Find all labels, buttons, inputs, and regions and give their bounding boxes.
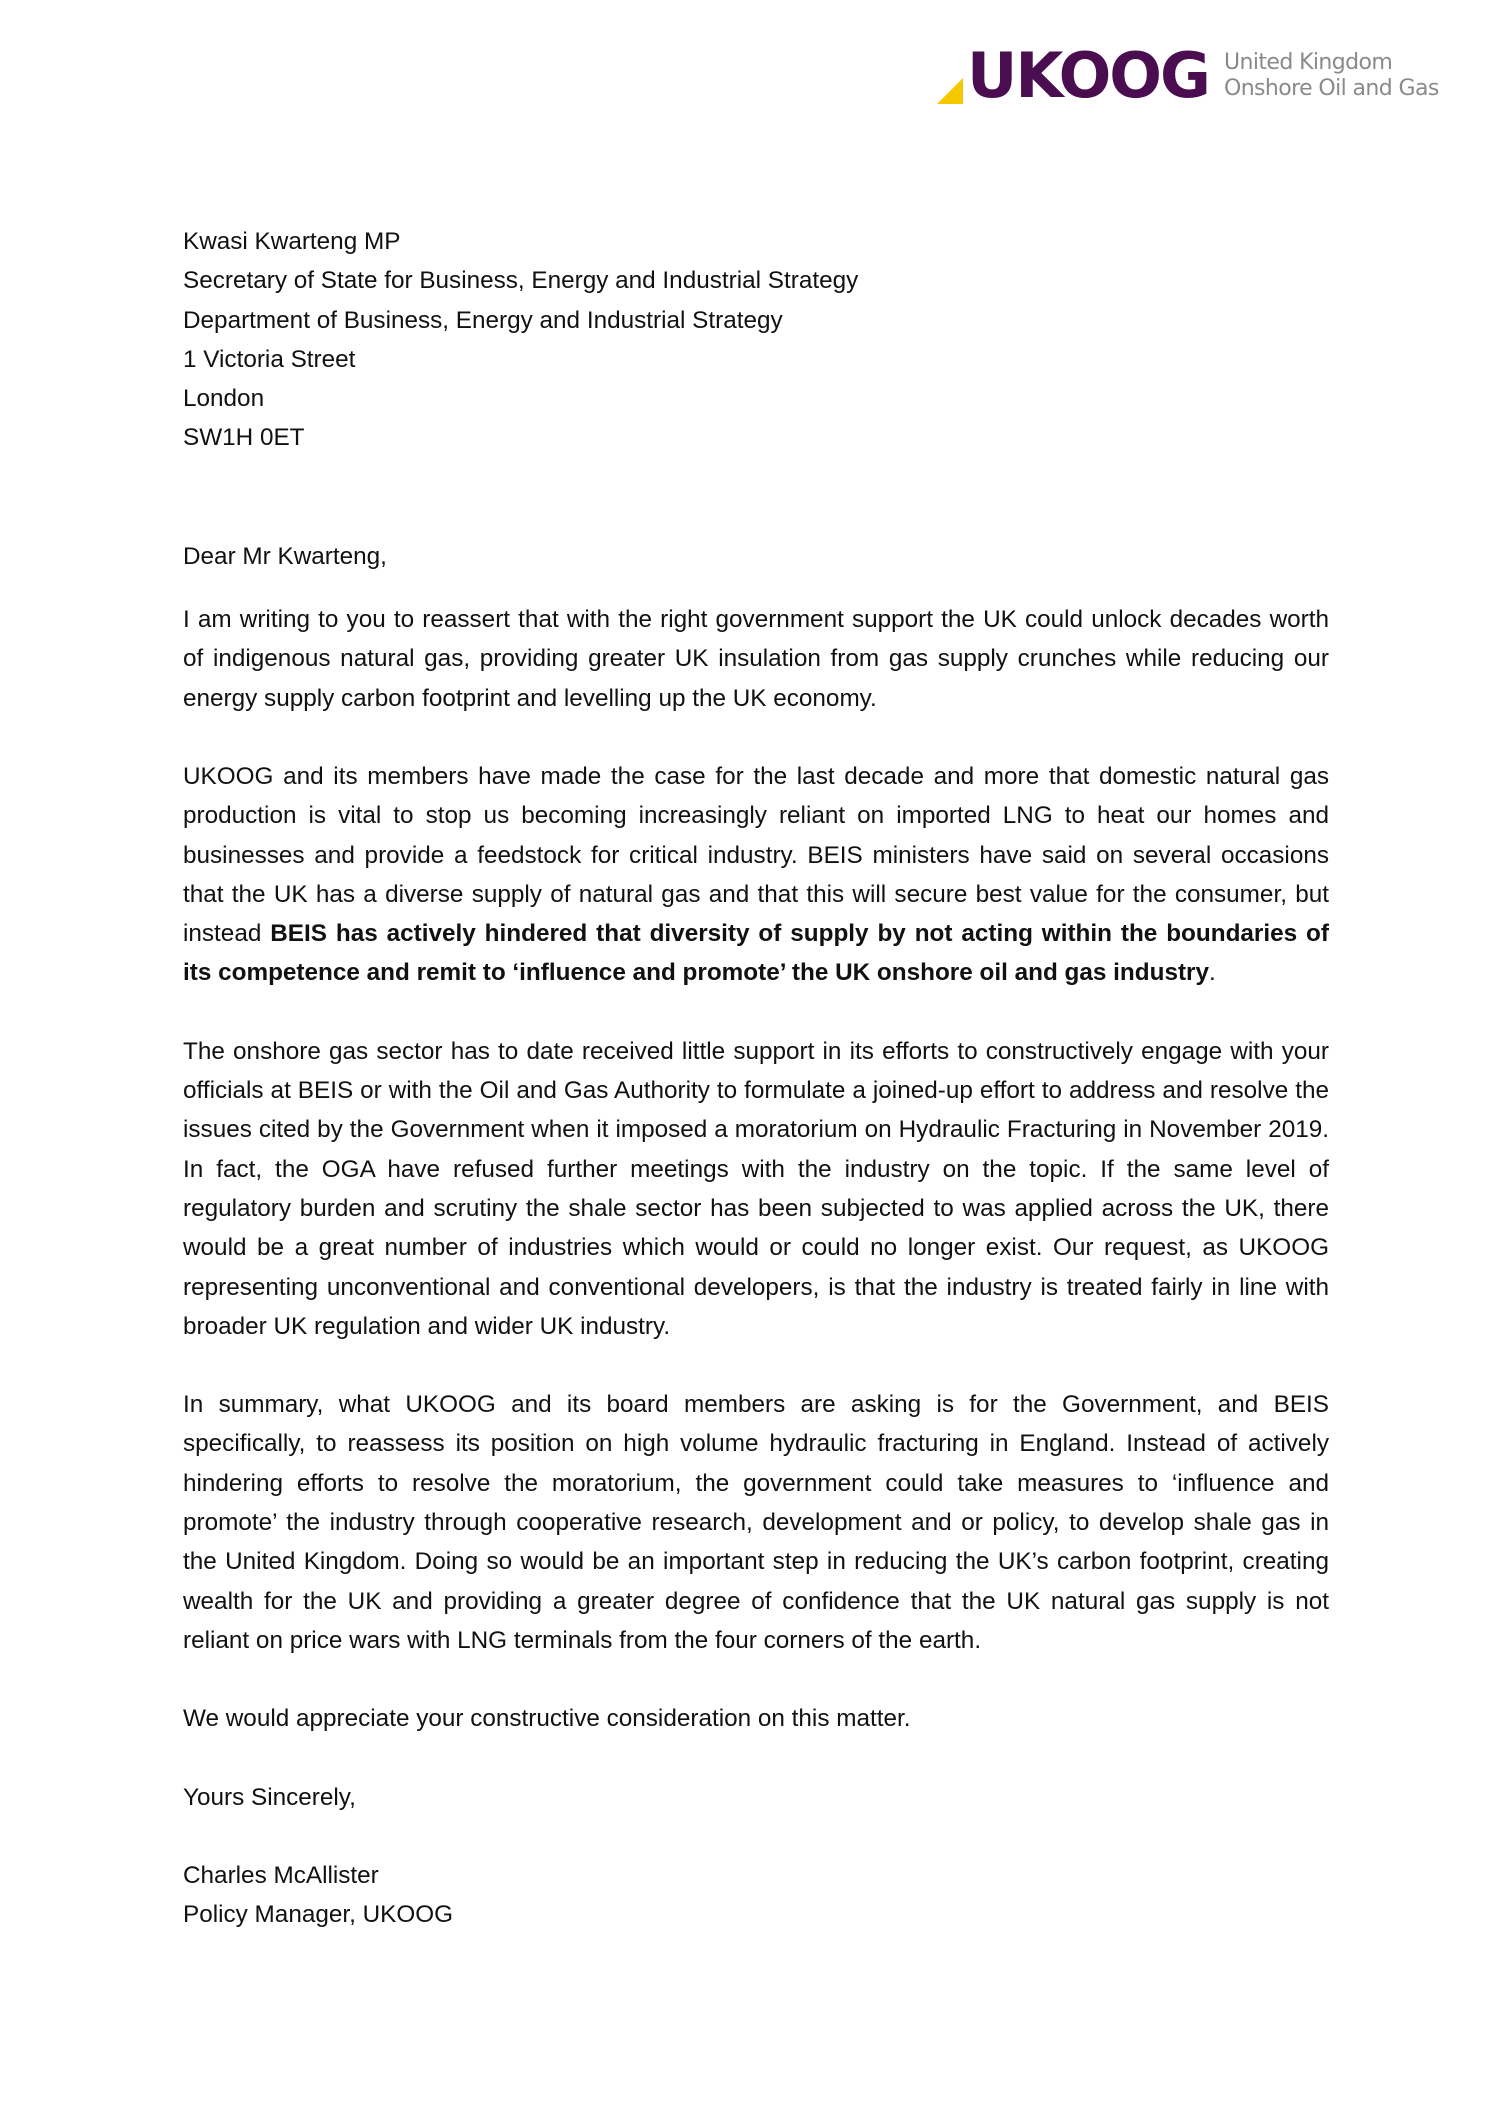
paragraph-3: The onshore gas sector has to date received little support in its efforts to constructively engage with your officials at BEIS or with the Oil and Gas Authority to formulate a joined-up effort to address and resolve the issues cited by the Government when it imposed a moratorium on Hydraulic Fracturing in November 2019. In fact, the OGA have refused further meetings with the industry on the topic. If the same level of regulatory burden and scrutiny the shale sector has been subjected to was applied across the UK, there would be a great number of industries which would or could no longer exist. Our request, as UKOOG representing unconventional and conventional developers, is that the industry is treated fairly in line with broader UK regulation and wider UK industry. [183,1037,1329,1340]
logo-wordmark: UKOOG [967,39,1209,112]
recipient-city: London [183,385,265,413]
paragraph-1: I am writing to you to reassert that with the right government support the UK could unlock decades worth of indigenous natural gas, providing greater UK insulation from gas supply crunches while reducing our energy supply carbon footprint and levelling up the UK economy. [183,606,1329,712]
logo-subtitle-line2: Onshore Oil and Gas [1224,76,1439,101]
letter-body [183,222,1329,1934]
paragraph-5: We would appreciate your constructive consideration on this matter. [183,1705,911,1733]
recipient-name: Kwasi Kwarteng MP [183,228,401,255]
logo-subtitle-line1: United Kingdom [1224,50,1393,75]
recipient-title: Secretary of State for Business, Energy and Industrial Strategy [183,267,859,295]
signature-title: Policy Manager, UKOOG [183,1901,454,1929]
recipient-address [183,222,1329,458]
recipient-postcode: SW1H 0ET [183,424,305,452]
paragraph-2-end: . [1209,959,1216,987]
recipient-department: Department of Business, Energy and Industrial Strategy [183,306,783,334]
paragraph-4: In summary, what UKOOG and its board members are asking is for the Government, and BEIS specifically, to reassess its position on high volume hydraulic fracturing in England. Instead of actively hindering efforts to resolve the moratorium, the government could take measures to ‘influence and promote’ the industry through cooperative research, development and or policy, to develop shale gas in the United Kingdom. Doing so would be an important step in reducing the UK’s carbon footprint, creating wealth for the UK and providing a greater degree of confidence that the UK natural gas supply is not reliant on price wars with LNG terminals from the four corners of the earth. [183,1391,1329,1654]
paragraph-2 [183,757,1329,993]
logo-triangle-icon [937,74,967,104]
signature-name: Charles McAllister [183,1861,379,1889]
paragraph-2-emphasis: BEIS has actively hindered that diversity of supply by not acting within the boundaries of its competence and remit to ‘influence and promote’ the UK onshore oil and gas industry [183,920,1329,987]
signature-block [183,1856,1329,1935]
recipient-street: 1 Victoria Street [183,345,356,373]
logo-subtitle [1224,50,1439,102]
salutation: Dear Mr Kwarteng, [183,542,387,570]
closing: Yours Sincerely, [183,1783,356,1811]
paragraph-2-text: UKOOG and its members have made the case for the last decade and more that domestic natural gas production is vital to stop us becoming increasingly reliant on imported LNG to heat our homes and businesses and provide a feedstock for critical industry. BEIS ministers have said on several occasions that the UK has a diverse supply of natural gas and that this will secure best value for the consumer, but instead [183,762,1329,948]
ukoog-logo [937,39,1447,112]
